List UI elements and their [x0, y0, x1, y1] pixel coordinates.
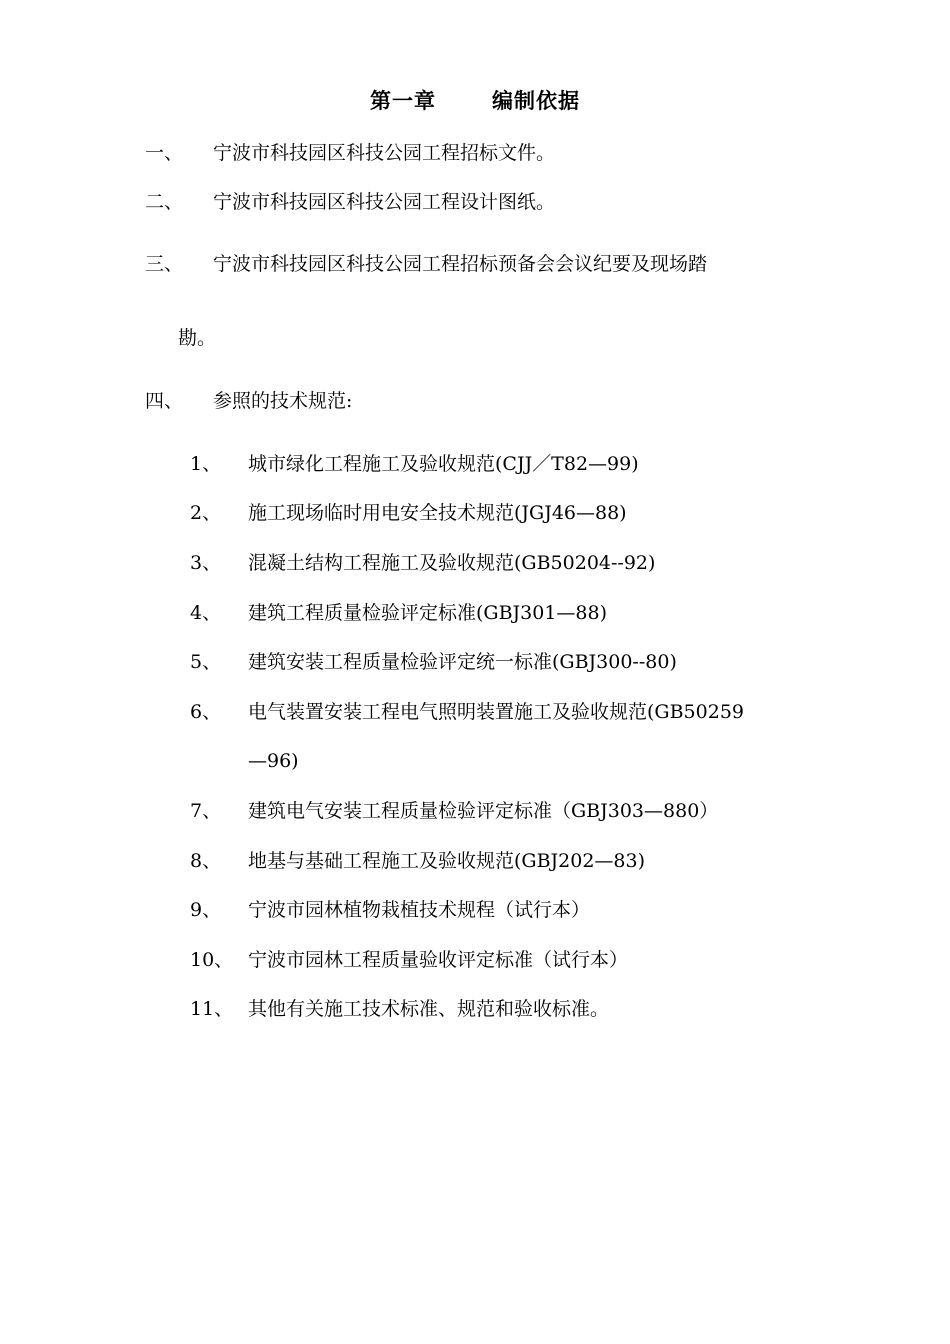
standard-text: 混凝土结构工程施工及验收规范(GB50204--92) — [248, 552, 656, 574]
standard-number: 5、 — [190, 651, 222, 673]
standard-text: 城市绿化工程施工及验收规范(CJJ／T82—99) — [248, 453, 639, 475]
section-text: 宁波市科技园区科技公园工程招标文件。 — [213, 142, 556, 164]
standard-text: 建筑电气安装工程质量检验评定标准（GBJ303—880） — [248, 800, 719, 822]
section-number: 一、 — [145, 142, 184, 164]
standard-number: 3、 — [190, 552, 222, 574]
standard-text: 建筑安装工程质量检验评定统一标准(GBJ300--80) — [248, 651, 677, 673]
standard-number: 10、 — [190, 949, 234, 971]
standard-number: 6、 — [190, 701, 222, 723]
standard-number: 4、 — [190, 602, 222, 624]
section-number: 三、 — [145, 253, 184, 275]
standard-text: 建筑工程质量检验评定标准(GBJ301—88) — [248, 602, 608, 624]
section-continuation: 勘。 — [178, 327, 217, 349]
standard-number: 1、 — [190, 453, 222, 475]
section-number: 二、 — [145, 191, 184, 213]
standard-number: 2、 — [190, 502, 222, 524]
standard-text: 施工现场临时用电安全技术规范(JGJ46—88) — [248, 502, 627, 524]
standard-continuation: —96) — [248, 750, 299, 772]
standard-text: 其他有关施工技术标准、规范和验收标准。 — [248, 998, 610, 1020]
page-title — [0, 86, 950, 116]
section-text: 宁波市科技园区科技公园工程招标预备会会议纪要及现场踏 — [213, 253, 708, 275]
standard-number: 11、 — [190, 998, 234, 1020]
section-text: 宁波市科技园区科技公园工程设计图纸。 — [213, 191, 556, 213]
standard-number: 8、 — [190, 850, 222, 872]
standard-text: 电气装置安装工程电气照明装置施工及验收规范(GB50259 — [248, 701, 744, 723]
chapter-heading: 编制依据 — [492, 89, 580, 113]
standard-number: 9、 — [190, 899, 222, 921]
standard-text: 地基与基础工程施工及验收规范(GBJ202—83) — [248, 850, 646, 872]
standard-number: 7、 — [190, 800, 222, 822]
section-text: 参照的技术规范: — [213, 390, 353, 412]
chapter-label: 第一章 — [370, 89, 436, 113]
standard-text: 宁波市园林植物栽植技术规程（试行本） — [248, 899, 591, 921]
standard-text: 宁波市园林工程质量验收评定标准（试行本） — [248, 949, 629, 971]
section-number: 四、 — [145, 390, 184, 412]
